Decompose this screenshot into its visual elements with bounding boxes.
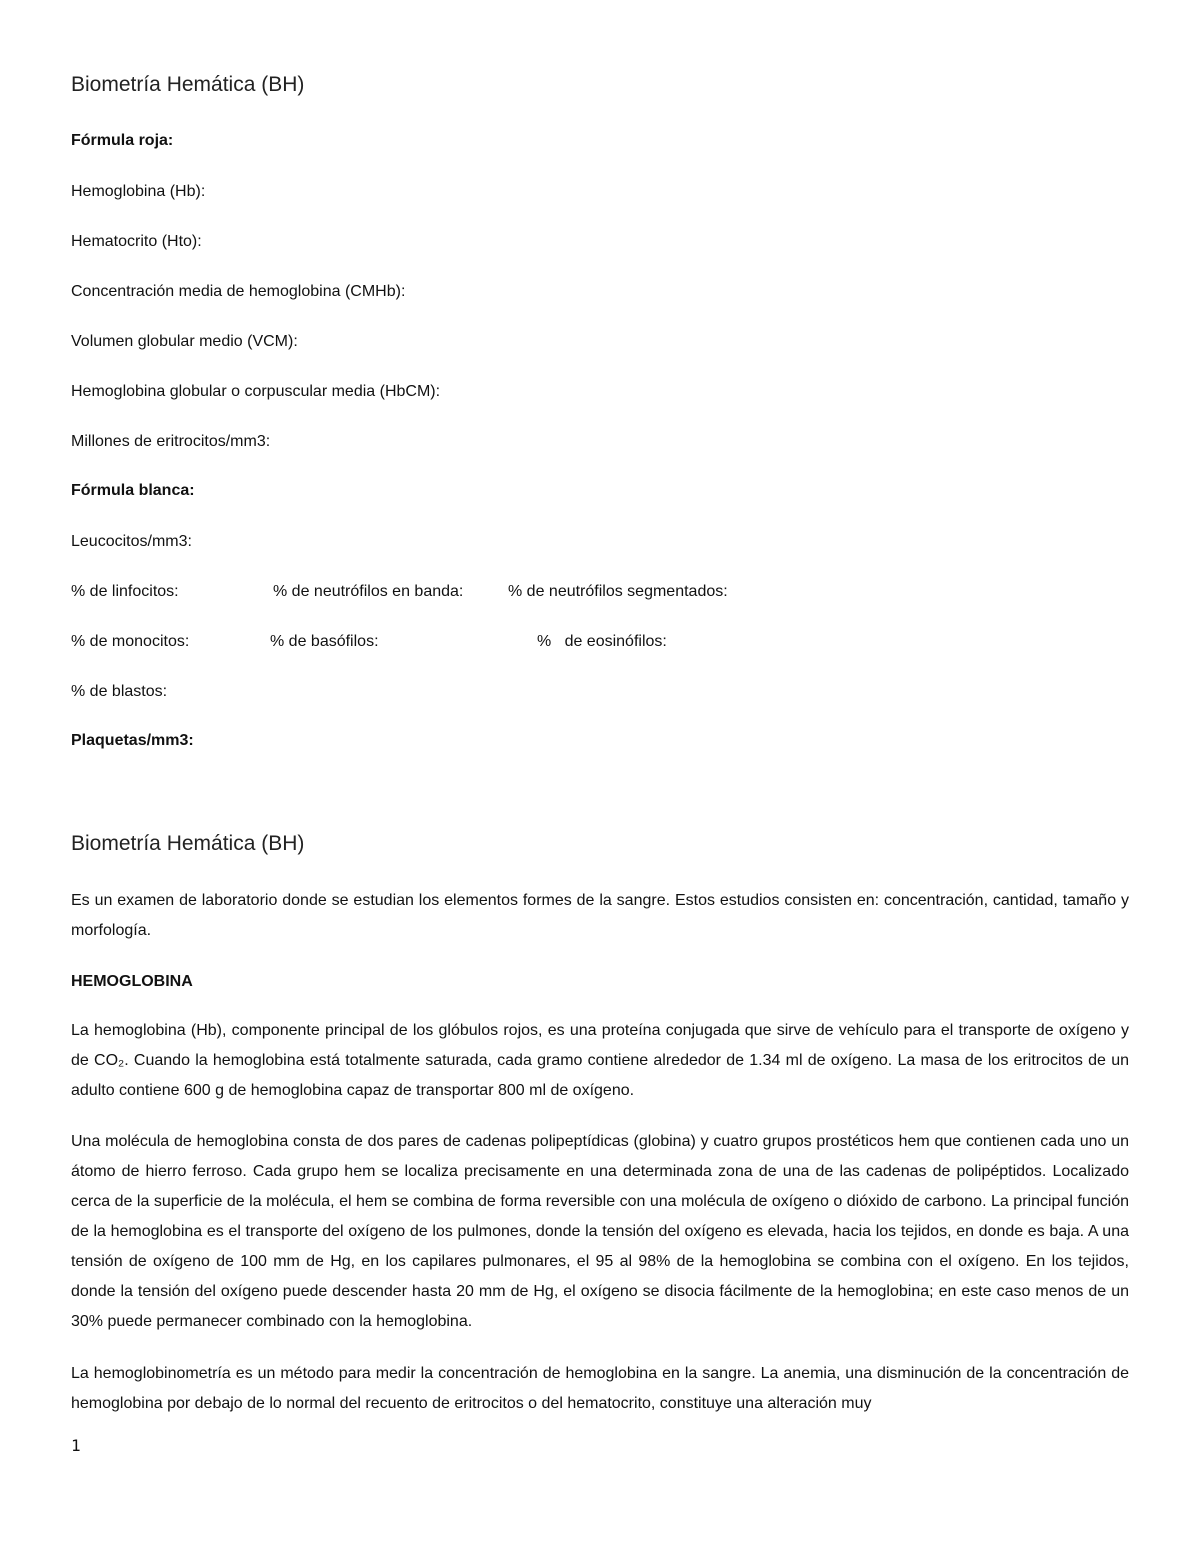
white-formula-heading: Fórmula blanca: (71, 482, 195, 499)
field-vcm: Volumen globular medio (VCM): (71, 333, 298, 350)
paragraph-1: La hemoglobina (Hb), componente principal de los glóbulos rojos, es una proteína conjugada que sirve de vehículo para el transporte de oxígeno y de CO₂. Cuando la hemoglobina está totalmente saturada, cada gramo contiene alrededor de 1.34 ml de oxígeno. La masa de los eritrocitos de un adulto contiene 600 g de hemoglobina capaz de transportar 800 ml de oxígeno. (71, 1022, 1129, 1099)
field-erythrocytes: Millones de eritrocitos/mm3: (71, 433, 271, 450)
paragraph-2: Una molécula de hemoglobina consta de dos pares de cadenas polipeptídicas (globina) y cuatro grupos prostéticos hem que contienen cada uno un átomo de hierro ferroso. Cada grupo hem se localiza precisamente en una determinada zona de una de las cadenas de polipéptidos. Localizado cerca de la superficie de la molécula, el hem se combina de forma reversible con una molécula de oxígeno o dióxido de carbono. La principal función de la hemoglobina es el transporte del oxígeno de los pulmones, donde la tensión del oxígeno es elevada, hacia los tejidos, en donde es baja. A una tensión de oxígeno de 100 mm de Hg, en los capilares pulmonares, el 95 al 98% de la hemoglobina se combina con el oxígeno. En los tejidos, donde la tensión del oxígeno puede descender hasta 20 mm de Hg, el oxígeno se disocia fácilmente de la hemoglobina; en este caso menos de un 30% puede permanecer combinado con la hemoglobina. (71, 1133, 1129, 1330)
field-blasts: % de blastos: (71, 683, 168, 700)
intro-paragraph: Es un examen de laboratorio donde se estudian los elementos formes de la sangre. Estos estudios consisten en: concentración, cantidad, tamaño y morfología. (71, 892, 1129, 939)
field-cmhb: Concentración media de hemoglobina (CMHb): (71, 283, 406, 300)
paragraph-3: La hemoglobinometría es un método para medir la concentración de hemoglobina en la sangre. La anemia, una disminución de la concentración de hemoglobina por debajo de lo normal del recuento de eritrocitos o del hematocrito, constituye una alteración muy (71, 1365, 1129, 1412)
field-segmented-neutrophils: % de neutrófilos segmentados: (508, 583, 728, 600)
form-title: Biometría Hemática (BH) (71, 73, 305, 96)
hemoglobin-heading: HEMOGLOBINA (71, 973, 193, 990)
field-band-neutrophils: % de neutrófilos en banda: (273, 583, 464, 600)
page-number: 1 (71, 1436, 81, 1455)
text-section-title: Biometría Hemática (BH) (71, 832, 305, 855)
field-lymphocytes: % de linfocitos: (71, 583, 179, 600)
field-eosinophils: % de eosinófilos: (537, 633, 667, 650)
field-platelets: Plaquetas/mm3: (71, 732, 194, 749)
field-basophils: % de basófilos: (270, 633, 379, 650)
field-leukocytes: Leucocitos/mm3: (71, 533, 192, 550)
field-monocytes: % de monocitos: (71, 633, 190, 650)
field-hematocrit: Hematocrito (Hto): (71, 233, 202, 250)
field-hbcm: Hemoglobina globular o corpuscular media (HbCM): (71, 383, 441, 400)
field-hemoglobin: Hemoglobina (Hb): (71, 183, 206, 200)
red-formula-heading: Fórmula roja: (71, 132, 174, 149)
